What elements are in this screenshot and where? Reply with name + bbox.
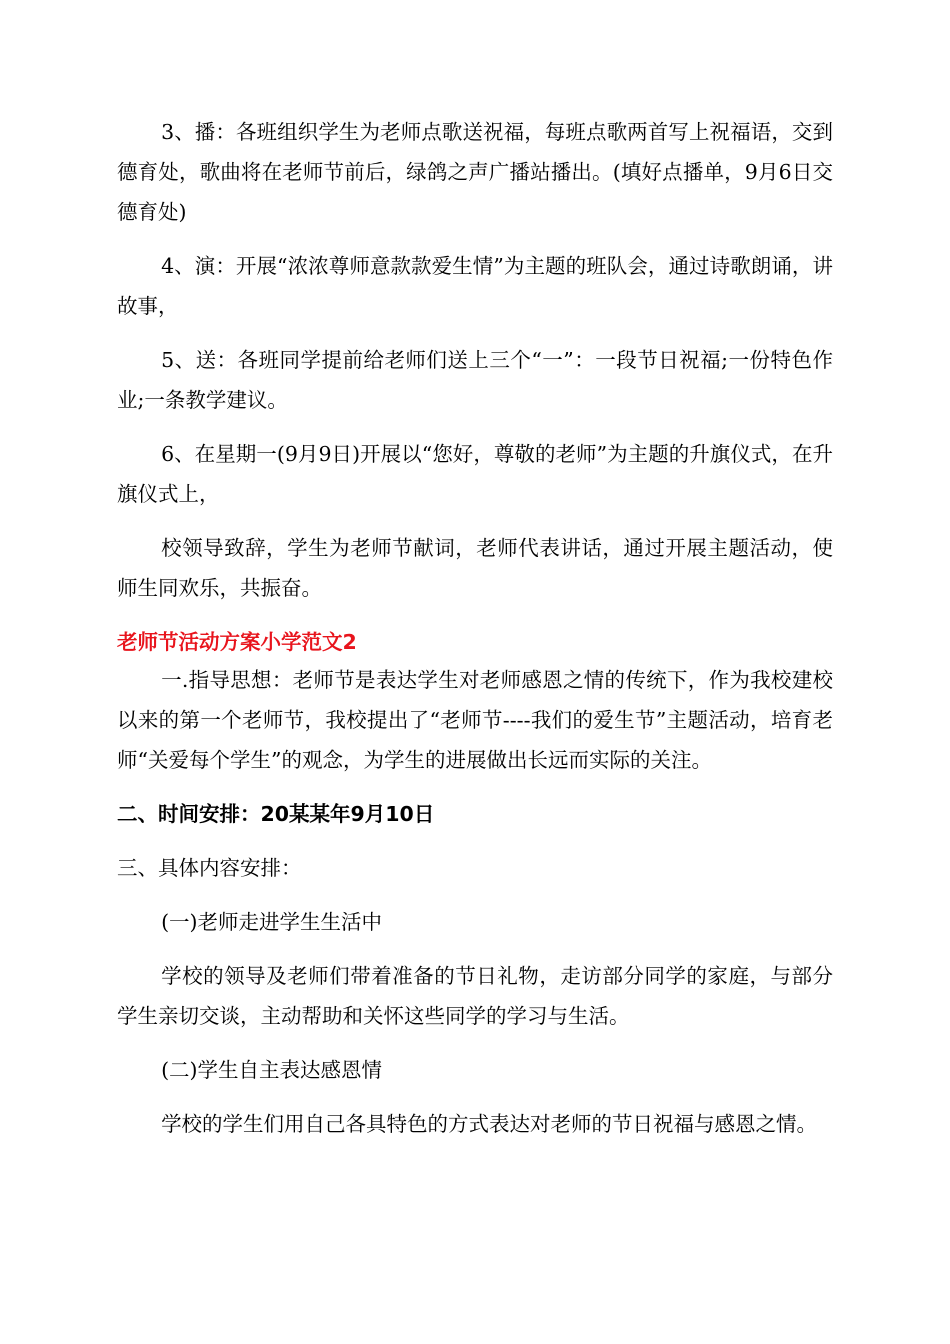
subsection-title-2: (二)学生自主表达感恩情	[161, 1058, 383, 1082]
paragraph-broadcast: 3、播：各班组织学生为老师点歌送祝福，每班点歌两首写上祝福语，交到德育处，歌曲将在老师节前后，绿鸽之声广播站播出。(填好点播单，9月6日交德育处)	[117, 120, 833, 224]
content-heading: 三、具体内容安排：	[117, 856, 302, 880]
paragraph-leader-speech: 校领导致辞，学生为老师节献词，老师代表讲话，通过开展主题活动，使师生同欢乐，共振奋。	[117, 536, 833, 600]
subsection-body-2: 学校的学生们用自己各具特色的方式表达对老师的节日祝福与感恩之情。	[161, 1112, 818, 1136]
paragraph-perform: 4、演：开展“浓浓尊师意款款爱生情”为主题的班队会，通过诗歌朗诵，讲故事，	[117, 254, 833, 318]
subsection-title-1: (一)老师走进学生生活中	[161, 910, 383, 934]
section-title: 老师节活动方案小学范文2	[117, 630, 357, 654]
paragraph-send: 5、送：各班同学提前给老师们送上三个“一”：一段节日祝福;一份特色作业;一条教学建议。	[117, 348, 833, 412]
subsection-body-1: 学校的领导及老师们带着准备的节日礼物，走访部分同学的家庭，与部分学生亲切交谈，主动帮助和关怀这些同学的学习与生活。	[117, 964, 833, 1028]
paragraph-flag-ceremony: 6、在星期一(9月9日)开展以“您好，尊敬的老师”为主题的升旗仪式，在升旗仪式上，	[117, 442, 833, 506]
time-heading: 二、时间安排：20某某年9月10日	[117, 802, 435, 826]
paragraph-guiding-thought: 一.指导思想：老师节是表达学生对老师感恩之情的传统下，作为我校建校以来的第一个老师节，我校提出了“老师节----我们的爱生节”主题活动，培育老师“关爱每个学生”的观念，为学生的进展做出长远而实际的关注。	[117, 668, 833, 772]
document-body	[117, 112, 833, 1144]
